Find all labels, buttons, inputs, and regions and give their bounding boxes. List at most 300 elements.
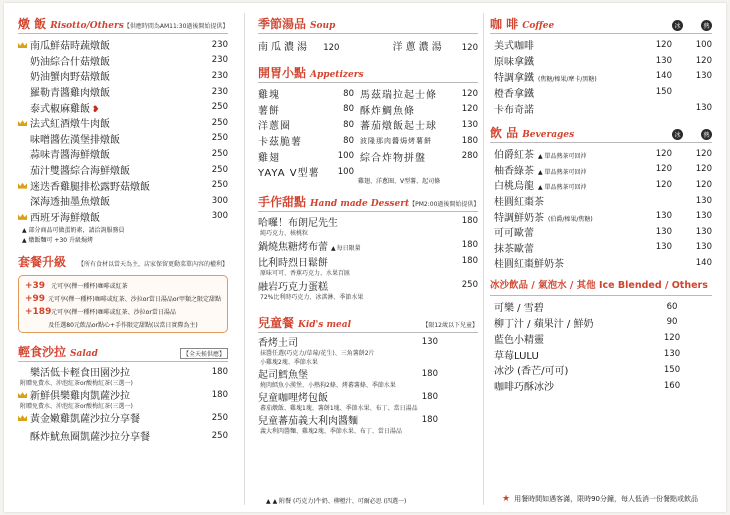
item-name (494, 69, 632, 84)
item-price: 180 (461, 135, 478, 146)
upgrade-desc: 元可享(擇一種杯)咖啡或紅茶、沙拉or當日湯品 (51, 309, 176, 317)
menu-item (490, 330, 712, 346)
item-desc: 附贈免費水、沖泡紅茶or酸梅紅茶(三選一) (20, 380, 133, 388)
item-price: 230 (211, 70, 228, 81)
menu-item (360, 148, 478, 164)
item-name: 香烤土司 (258, 338, 298, 350)
item-price: 250 (211, 148, 228, 159)
column-left (18, 15, 228, 447)
item-price: 120 (461, 88, 478, 99)
section-title: 季節湯品 (258, 17, 307, 31)
kids-header (258, 314, 478, 333)
section-note: 【限12歲以下兒童】 (422, 321, 478, 329)
price-hot: 140 (695, 257, 712, 268)
item-row (258, 215, 478, 228)
section-note: 【全天候供應】 (180, 348, 228, 359)
item-price: 250 (211, 133, 228, 144)
item-name-text: 哈囉！布朗尼先生 (258, 217, 338, 229)
item-price: 250 (211, 412, 228, 423)
item-price: 250 (211, 164, 228, 175)
item-name: YAYA V型薯 (258, 168, 320, 180)
risotto-header (18, 15, 228, 34)
price-cold: 120 (655, 179, 672, 190)
item-price: 180 (421, 368, 438, 379)
item-name: 兒童咖哩烤包飯 (258, 393, 328, 405)
price-cold: 150 (655, 87, 672, 98)
item-name-text: 蒜味青醬海鮮燉飯 (30, 150, 110, 162)
item-price: 230 (211, 39, 228, 50)
menu-item (360, 117, 478, 133)
item-desc: 72%比利時巧克力、冰淇淋、季節水果 (260, 293, 364, 301)
menu-page (4, 3, 726, 512)
menu-item (18, 177, 228, 193)
item-name: 雞翅 (258, 152, 280, 164)
price-hot: 130 (695, 211, 712, 222)
menu-item (18, 53, 228, 69)
item-price: 280 (461, 151, 478, 162)
menu-item (258, 368, 478, 389)
salad-header (18, 343, 228, 362)
soup-item: 洋蔥濃湯 120 (392, 42, 478, 53)
item-name (494, 255, 632, 270)
section-note: 【所有食材以當天為主，店家保留更動菜單內容的權利】 (77, 261, 228, 269)
item-name (494, 101, 632, 116)
item-row (258, 414, 478, 426)
crown-icon (18, 182, 27, 189)
price-hot: 120 (695, 179, 712, 190)
item-price: 120 (663, 333, 681, 344)
kids-footer: ▲ ▲ 附餐 (巧克力)牛奶、柳橙汁、可爾必思 (四選一) (266, 496, 406, 505)
item-price: 250 (211, 117, 228, 128)
item-name-text: 特調鮮奶茶 (494, 212, 544, 224)
item-desc: 燒肉鱈魚小漢堡、小熱狗2條、烤蕃薯條、季節水果 (260, 381, 396, 389)
item-name-text: 融岩巧克力蛋糕 (258, 281, 328, 293)
soup-list (258, 37, 478, 54)
cold-badge: 冰 (672, 129, 683, 140)
item-name (258, 254, 448, 269)
menu-item (258, 255, 478, 276)
item-price: 180 (421, 414, 438, 425)
item-row (18, 429, 228, 442)
item-name-text: 白桃烏龍 (494, 181, 534, 193)
item-name (30, 209, 198, 224)
item-name (494, 85, 632, 100)
item-price: 150 (663, 364, 681, 375)
price-hot: 120 (695, 164, 712, 175)
price-cold: 130 (655, 242, 672, 253)
item-name: 藍色小精靈 (494, 334, 544, 346)
item-price: 160 (663, 380, 681, 391)
chili-icon: ❥ (92, 104, 100, 115)
menu-item (18, 193, 228, 209)
iced-header (490, 277, 712, 296)
item-price: 180 (211, 366, 228, 377)
dessert-list (258, 215, 478, 300)
item-tag: ▲ 每日限量 (331, 245, 361, 252)
section-title-en: Salad (70, 349, 98, 360)
item-price: 80 (343, 104, 354, 115)
item-name (30, 68, 198, 83)
iced-list (490, 299, 712, 394)
price-hot: 120 (695, 148, 712, 159)
item-name: 雞塊 (258, 90, 280, 102)
item-name-text: 迷迭香雞腿排松露野菇燉飯 (30, 181, 150, 193)
item-name (30, 115, 198, 130)
menu-item (490, 162, 712, 178)
fineprint: ▲ 燉飯麵可 +30 升級焗烤 (22, 237, 93, 245)
item-name: 起司鱈魚堡 (258, 370, 308, 382)
item-price: 300 (211, 211, 228, 222)
item-name (494, 53, 632, 68)
menu-item (18, 209, 228, 225)
item-name (494, 224, 632, 239)
menu-item (258, 391, 478, 412)
item-name (30, 53, 198, 68)
menu-item (490, 193, 712, 209)
item-note: ▲ 單品熱茶可回沖 (538, 168, 587, 176)
menu-item (18, 146, 228, 162)
item-name: 酥炸鯛魚條 (360, 105, 415, 117)
item-name: 薯餅 (258, 105, 280, 117)
upgrade-desc: 元可享(擇一種杯)咖啡或紅茶、沙拉or當日湯品or甲類之限定甜點 (48, 296, 221, 304)
item-name-text: 桂圓紅棗鮮奶茶 (494, 259, 564, 271)
menu-item (258, 117, 354, 133)
price-cold: 120 (655, 148, 672, 159)
cold-badge: 冰 (672, 20, 683, 31)
item-price: 300 (211, 195, 228, 206)
item-price: 130 (663, 349, 681, 360)
icon-slot (18, 41, 30, 48)
item-price: 80 (343, 119, 354, 130)
item-name: 咖啡巧酥冰沙 (494, 382, 554, 394)
item-name-text: 深海透抽墨魚燉飯 (30, 197, 110, 209)
hot-badge: 熱 (701, 129, 712, 140)
item-name-text: 南瓜鮮菇時蔬燉飯 (30, 41, 110, 53)
item-desc: 義大利肉醬麵、雞塊2塊、季節水果、布丁、當日湯品 (260, 427, 402, 435)
coffee-list (490, 37, 712, 116)
item-row (258, 279, 478, 292)
item-name (30, 146, 198, 161)
item-name-text: 羅勒青醬雞肉燉飯 (30, 88, 110, 100)
section-title: 開胃小點 (258, 66, 307, 80)
item-name: 草莓LULU (494, 350, 539, 362)
item-name: 馬茲瑞拉起士條 (360, 90, 437, 102)
section-title: 飲 品 (490, 125, 519, 140)
icon-slot (18, 213, 30, 220)
item-price: 180 (421, 391, 438, 402)
price-cold: 130 (655, 226, 672, 237)
crown-icon (18, 391, 27, 398)
menu-item (490, 224, 712, 240)
item-name: 冰沙 (香芒/可可) (494, 366, 569, 378)
menu-item (258, 336, 478, 366)
item-note: ▲ 單品熱茶可回沖 (538, 184, 587, 192)
item-name: 可樂 / 雪碧 (494, 303, 544, 315)
section-title-en: Risotto/Others (50, 21, 124, 31)
item-price: 90 (666, 317, 678, 328)
item-name: 樂活低卡輕食田園沙拉 (30, 368, 130, 380)
hot-badge: 熱 (701, 20, 712, 31)
item-row (18, 411, 228, 424)
item-name-text: 抹茶歐蕾 (494, 243, 534, 255)
item-note: ▲ 單品熱茶可回沖 (538, 153, 587, 161)
section-title-en: Hand made Dessert (310, 198, 410, 209)
menu-item (18, 37, 228, 53)
section-title-en: Soup (310, 21, 336, 31)
price-hot: 120 (695, 55, 712, 66)
section-title: 兒童餐 (258, 315, 295, 330)
footer-note: ★ 用餐時間如遇客滿，限時90分鐘，每人低消一份餐點或飲品 (502, 494, 698, 504)
section-note: 【供應時間為AM11:30過後開始提供】 (123, 23, 229, 30)
item-name-text: 特調拿鐵 (494, 72, 534, 84)
item-name-text: 伯爵紅茶 (494, 150, 534, 162)
item-price: 180 (461, 256, 478, 267)
item-name-text: 桂圓紅棗茶 (494, 197, 544, 209)
menu-item (258, 215, 478, 236)
section-title: 咖 啡 (490, 17, 519, 31)
menu-item (18, 162, 228, 178)
item-price: 180 (461, 216, 478, 227)
price-hot: 130 (695, 242, 712, 253)
menu-item (490, 84, 712, 100)
section-title-en: Kid's meal (298, 319, 352, 330)
appetizers-header (258, 64, 478, 83)
menu-item (258, 239, 478, 252)
menu-item (490, 100, 712, 116)
price-hot: 100 (695, 39, 712, 50)
item-name-text: 奶油蟹肉野菇燉飯 (30, 72, 110, 84)
menu-item (258, 164, 354, 180)
item-name-text: 味噌醬佐漢堡排燉飯 (30, 134, 120, 146)
item-note: (伯爵/榛果/焦糖) (548, 215, 593, 223)
item-name: 兒童蕃茄義大利肉醬麵 (258, 416, 358, 428)
item-price: 80 (343, 88, 354, 99)
menu-item (18, 411, 228, 428)
item-name (494, 177, 632, 192)
item-name-text: 可可歐蕾 (494, 228, 534, 240)
item-desc: 蕃茄燉飯、雞塊1塊、薯餅1塊、季節水果、布丁、當日湯品 (260, 404, 418, 412)
item-name (258, 238, 448, 253)
soup-item: 南瓜濃湯 120 (258, 42, 340, 53)
item-name: 酥炸魷魚圈凱薩沙拉分享餐 (30, 432, 150, 444)
menu-item (490, 208, 712, 224)
menu-item (258, 414, 478, 435)
dessert-header (258, 193, 478, 212)
soup-header (258, 15, 478, 34)
menu-item (360, 102, 478, 118)
platter-note: 雞翅、洋蔥圈、V型薯、起司條 (358, 177, 441, 185)
item-row (18, 388, 228, 401)
item-name-text: 橙香拿鐵 (494, 88, 534, 100)
item-name-text: 泰式椒麻雞飯 (30, 103, 90, 115)
menu-item (18, 99, 228, 115)
section-title-en: Beverages (522, 129, 575, 140)
appetizers-right (360, 86, 478, 180)
menu-item (360, 133, 478, 149)
item-price: 80 (343, 135, 354, 146)
menu-item (360, 86, 478, 102)
menu-item (258, 133, 354, 149)
menu-item (18, 84, 228, 100)
item-price: 130 (421, 336, 438, 347)
item-name (494, 240, 632, 255)
menu-item (490, 177, 712, 193)
item-price: 130 (461, 119, 478, 130)
item-name: 卡茲脆薯 (258, 137, 302, 149)
item-price: 230 (211, 86, 228, 97)
item-name: 波隆那肉醬焗烤薯餅 (360, 136, 432, 145)
item-price: 250 (211, 102, 228, 113)
item-row (258, 391, 478, 403)
upgrade-footer: 及任選80元飲品or點心+手作限定甜點(以當日實際為主) (48, 322, 198, 330)
icon-slot (18, 391, 30, 398)
menu-item (18, 388, 228, 410)
item-price: 120 (461, 104, 478, 115)
icon-slot (18, 119, 30, 126)
item-name (30, 131, 198, 146)
price-cold: 130 (655, 211, 672, 222)
menu-item (490, 362, 712, 378)
menu-item (18, 131, 228, 147)
crown-icon (18, 414, 27, 421)
item-name-text: 原味拿鐵 (494, 57, 534, 69)
item-name (30, 37, 198, 52)
column-middle (258, 15, 478, 437)
item-name (30, 193, 198, 208)
crown-icon (18, 119, 27, 126)
item-row (18, 365, 228, 378)
item-price: 230 (211, 55, 228, 66)
menu-item (490, 240, 712, 256)
icon-slot (18, 414, 30, 421)
upgrade-price: +189 (25, 306, 52, 317)
fineprint: ▲ 部分商品可做蛋奶素，請洽詢服務員 (22, 227, 125, 235)
menu-item (490, 315, 712, 331)
section-title: 輕食沙拉 (18, 345, 67, 360)
item-name-text: 奶油綜合什菇燉飯 (30, 56, 110, 68)
section-note: 【PM2:00過後開始提供】 (409, 200, 480, 208)
menu-item (18, 115, 228, 131)
menu-item (18, 429, 228, 446)
item-desc: 抹醬任選(巧克力/草莓/花生)、三角薯餅2片 (260, 349, 375, 357)
salad-list (18, 365, 228, 446)
column-right (490, 15, 712, 394)
item-name (30, 178, 198, 193)
menu-item (18, 365, 228, 387)
item-name-text: 卡布奇諾 (494, 104, 534, 116)
star-icon: ★ (502, 494, 511, 504)
price-cold: 120 (655, 164, 672, 175)
price-cold: 120 (655, 39, 672, 50)
item-name-text: 法式紅酒燉牛肉飯 (30, 119, 110, 131)
temp-badges (672, 129, 712, 140)
menu-item (258, 102, 354, 118)
item-name (258, 278, 448, 293)
item-row (258, 368, 478, 380)
upgrade-desc: 元可享(擇一種杯)咖啡或紅茶 (51, 283, 128, 291)
item-name (494, 146, 632, 161)
section-title-en: Appetizers (310, 70, 364, 80)
item-name-text: 柚香綠茶 (494, 165, 534, 177)
risotto-list (18, 37, 228, 224)
beverages-header (490, 124, 712, 143)
item-name-text: 鍋燒焦糖烤布蕾 (258, 241, 328, 253)
upgrade-row (25, 305, 221, 318)
item-name: 柳丁汁 / 蘋果汁 / 鮮奶 (494, 318, 594, 330)
item-price: 180 (461, 240, 478, 251)
section-title: 燉 飯 (18, 17, 47, 31)
price-cold: 130 (655, 55, 672, 66)
item-desc: 純巧克力、核桃粒 (260, 229, 309, 237)
item-name (30, 100, 198, 115)
menu-item (258, 279, 478, 300)
section-title: 冰沙飲品 / 氣泡水 / 其他 Ice Blended / Others (490, 279, 708, 291)
item-name: 洋蔥圈 (258, 121, 291, 133)
price-hot: 130 (695, 103, 712, 114)
item-note: (焦糖/榛果/摩卡/黑糖) (538, 75, 597, 83)
menu-item (490, 346, 712, 362)
upgrade-box (18, 275, 228, 333)
item-name (494, 209, 632, 224)
kids-list (258, 336, 478, 435)
menu-item (490, 53, 712, 69)
item-name-text: 美式咖啡 (494, 41, 534, 53)
item-name-text: 比利時烈日鬆餅 (258, 257, 328, 269)
beverages-list (490, 146, 712, 271)
crown-icon (18, 41, 27, 48)
menu-item (490, 255, 712, 271)
item-name: 黃金嫩雞凱薩沙拉分享餐 (30, 414, 140, 426)
section-title: 手作甜點 (258, 194, 307, 209)
column-divider (483, 13, 484, 505)
item-price: 250 (211, 430, 228, 441)
item-price: 100 (337, 151, 354, 162)
menu-item (258, 148, 354, 164)
item-row (258, 255, 478, 268)
appetizers-left (258, 86, 354, 180)
crown-icon (18, 213, 27, 220)
item-name (494, 193, 632, 208)
coffee-header (490, 15, 712, 34)
upgrade-list (25, 279, 221, 318)
upgrade-price: +99 (25, 293, 46, 304)
item-price: 60 (666, 301, 678, 312)
icon-slot (18, 182, 30, 189)
upgrade-price: +39 (25, 280, 46, 291)
menu-item (490, 146, 712, 162)
upgrade-row (25, 279, 221, 292)
section-title-en: Coffee (522, 21, 555, 31)
menu-item (490, 69, 712, 85)
item-price: 100 (337, 166, 354, 177)
item-name-text: 茄汁雙醬綜合海鮮燉飯 (30, 166, 130, 178)
item-name: 綜合炸物拼盤 (360, 152, 426, 164)
item-price: 180 (211, 389, 228, 400)
price-hot: 130 (695, 226, 712, 237)
item-row (258, 336, 478, 348)
price-cold: 140 (655, 71, 672, 82)
upgrade-header (18, 253, 228, 272)
item-name (258, 214, 448, 229)
item-desc: 小雞塊2塊、季節水果 (260, 358, 318, 366)
menu-item (490, 37, 712, 53)
menu-item (18, 68, 228, 84)
item-name (30, 162, 198, 177)
appetizers-list (258, 86, 478, 180)
temp-badges (672, 20, 712, 31)
item-name-text: 西班牙海鮮燉飯 (30, 212, 100, 224)
item-desc: 附贈免費水、沖泡紅茶or酸梅紅茶(三選一) (20, 403, 133, 411)
